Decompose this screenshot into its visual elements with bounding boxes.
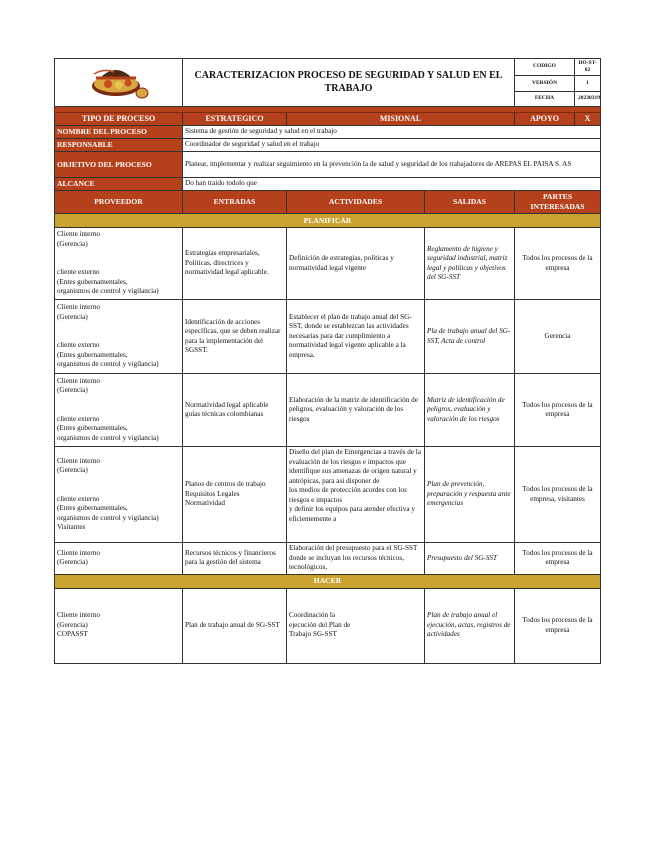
table-row (55, 588, 601, 663)
alcance-label: ALCANCE (55, 178, 183, 191)
section-planificar (55, 214, 601, 228)
row-proveedor: Cliente interno (Gerencia) cliente externo (Entes gubernamentales, organismos de control y vigilancia) (55, 228, 183, 300)
row-entradas: Recursos técnicos y financieros para la gestión del sistema (183, 543, 287, 575)
characterization-sheet (54, 58, 600, 664)
row-actividades: Elaboración de la matriz de identificación de peligros, evaluación y valoración de los riesgos (287, 374, 425, 447)
row-proveedor: Cliente interno (Gerencia) cliente externo (Entes gubernamentales, organismos de control y vigilancia) Visitantes (55, 447, 183, 543)
responsable-label: RESPONSABLE (55, 139, 183, 152)
row-salidas: Pla de trabajo anual del SG-SST, Acta de control (425, 300, 515, 374)
col-partes: PARTES INTERESADAS (515, 191, 601, 214)
document-title: CARACTERIZACION PROCESO DE SEGURIDAD Y SALUD EN EL TRABAJO (183, 59, 515, 107)
col-salidas: SALIDAS (425, 191, 515, 214)
col-actividades: ACTIVIDADES (287, 191, 425, 214)
table-row (55, 447, 601, 543)
row-entradas: Plan de trabajo anual de SG-SST (183, 588, 287, 663)
row-proveedor: Cliente interno (Gerencia) cliente externo (Entes gubernamentales, organismos de control y vigilancia) (55, 300, 183, 374)
row-salidas: Plan de prevención, preparación y respuesta ante emergencias (425, 447, 515, 543)
process-type-row (55, 113, 601, 126)
fecha-label: FECHA (515, 91, 575, 106)
row-actividades: Definición de estrategias, políticas y normatividad legal vigente (287, 228, 425, 300)
row-partes: Gerencia (515, 300, 601, 374)
tipo-apoyo: APOYO (515, 113, 575, 126)
row-entradas: Normatividad legal aplicable guías técnicas colombianas (183, 374, 287, 447)
row-proveedor: Cliente interno (Gerencia) (55, 543, 183, 575)
codigo-label: CODIGO (515, 59, 575, 76)
column-header-row (55, 191, 601, 214)
row-partes: Todos los procesos de la empresa (515, 588, 601, 663)
tipo-estrategico: ESTRATEGICO (183, 113, 287, 126)
row-entradas: Identificación de acciones específicas, que se deben realizar para la implementación del SGSST. (183, 300, 287, 374)
section-planificar-label: PLANIFICAR (55, 214, 601, 228)
version-label: VERSIÓN (515, 76, 575, 91)
row-actividades: Coordinación la ejecución del Plan de Trabajo SG-SST (287, 588, 425, 663)
alcance-value: Do han traido todolo que (183, 178, 601, 191)
document-table (54, 58, 601, 664)
nombre-value: Sistema de gestión de seguridad y salud en el trabajo (183, 126, 601, 139)
tipo-apoyo-mark: X (575, 113, 601, 126)
row-salidas: Presupuesto del SG-SST (425, 543, 515, 575)
table-row (55, 543, 601, 575)
row-proveedor: Cliente interno (Gerencia) cliente externo (Entes gubernamentales, organismos de control y vigilancia) (55, 374, 183, 447)
arepas-logo-icon (86, 60, 152, 102)
row-entradas: Planos de centros de trabajo Requisitos Legales Normatividad (183, 447, 287, 543)
row-proveedor: Cliente interno (Gerencia) COPASST (55, 588, 183, 663)
objetivo-value: Planear, implementar y realizar seguimiento en la prevención la de salud y seguridad de los trabajadores de AREPAS EL PAISA S. AS (183, 152, 601, 178)
tipo-label: TIPO DE PROCESO (55, 113, 183, 126)
col-proveedor: PROVEEDOR (55, 191, 183, 214)
row-actividades: Elaboración del presupuesto para el SG-SST donde se incluyan los recursos técnicos, tecnológicos, (287, 543, 425, 575)
row-actividades: Diseño del plan de Emergencias a través de la evaluación de los riesgos e impactos que identifique sus amenazas de origen natural y antrópicas, para así disponer de los medios de protección acordes con los riesgos e impactos y definir los equipos para atender efectiva y eficientemente a (287, 447, 425, 543)
row-salidas: Matriz de identificación de peligros, evaluación y valoración de los riesgos (425, 374, 515, 447)
tipo-misional: MISIONAL (287, 113, 515, 126)
table-row (55, 374, 601, 447)
section-hacer-label: HACER (55, 574, 601, 588)
row-partes: Todos los procesos de la empresa (515, 374, 601, 447)
responsable-value: Coordinador de seguridad y salud en el trabajo (183, 139, 601, 152)
row-salidas: Plan de trabajo anual el ejecución, actas, registros de actividades (425, 588, 515, 663)
version-value: 1 (575, 76, 601, 91)
section-hacer (55, 574, 601, 588)
row-partes: Todos los procesos de la empresa (515, 228, 601, 300)
fecha-value: 20230319 (575, 91, 601, 106)
row-actividades: Establecer el plan de trabajo anual del SG-SST, donde se establezcan las actividades necesarias para dar cumplimiento a normatividad legal vigente aplicable a la empresa. (287, 300, 425, 374)
logo-cell (55, 59, 183, 107)
col-entradas: ENTRADAS (183, 191, 287, 214)
row-entradas: Estrategias empresariales, Políticas, directrices y normatividad legal aplicable. (183, 228, 287, 300)
nombre-label: NOMBRE DEL PROCESO (55, 126, 183, 139)
table-row (55, 228, 601, 300)
table-row (55, 300, 601, 374)
row-partes: Todos los procesos de la empresa (515, 543, 601, 575)
codigo-value: DO-ST-02 (575, 59, 601, 76)
objetivo-label: OBJETIVO DEL PROCESO (55, 152, 183, 178)
row-salidas: Reglamento de higiene y seguridad industrial, matriz legal y políticas y objetivos del SG-SST (425, 228, 515, 300)
row-partes: Todos los procesos de la empresa, visitantes (515, 447, 601, 543)
